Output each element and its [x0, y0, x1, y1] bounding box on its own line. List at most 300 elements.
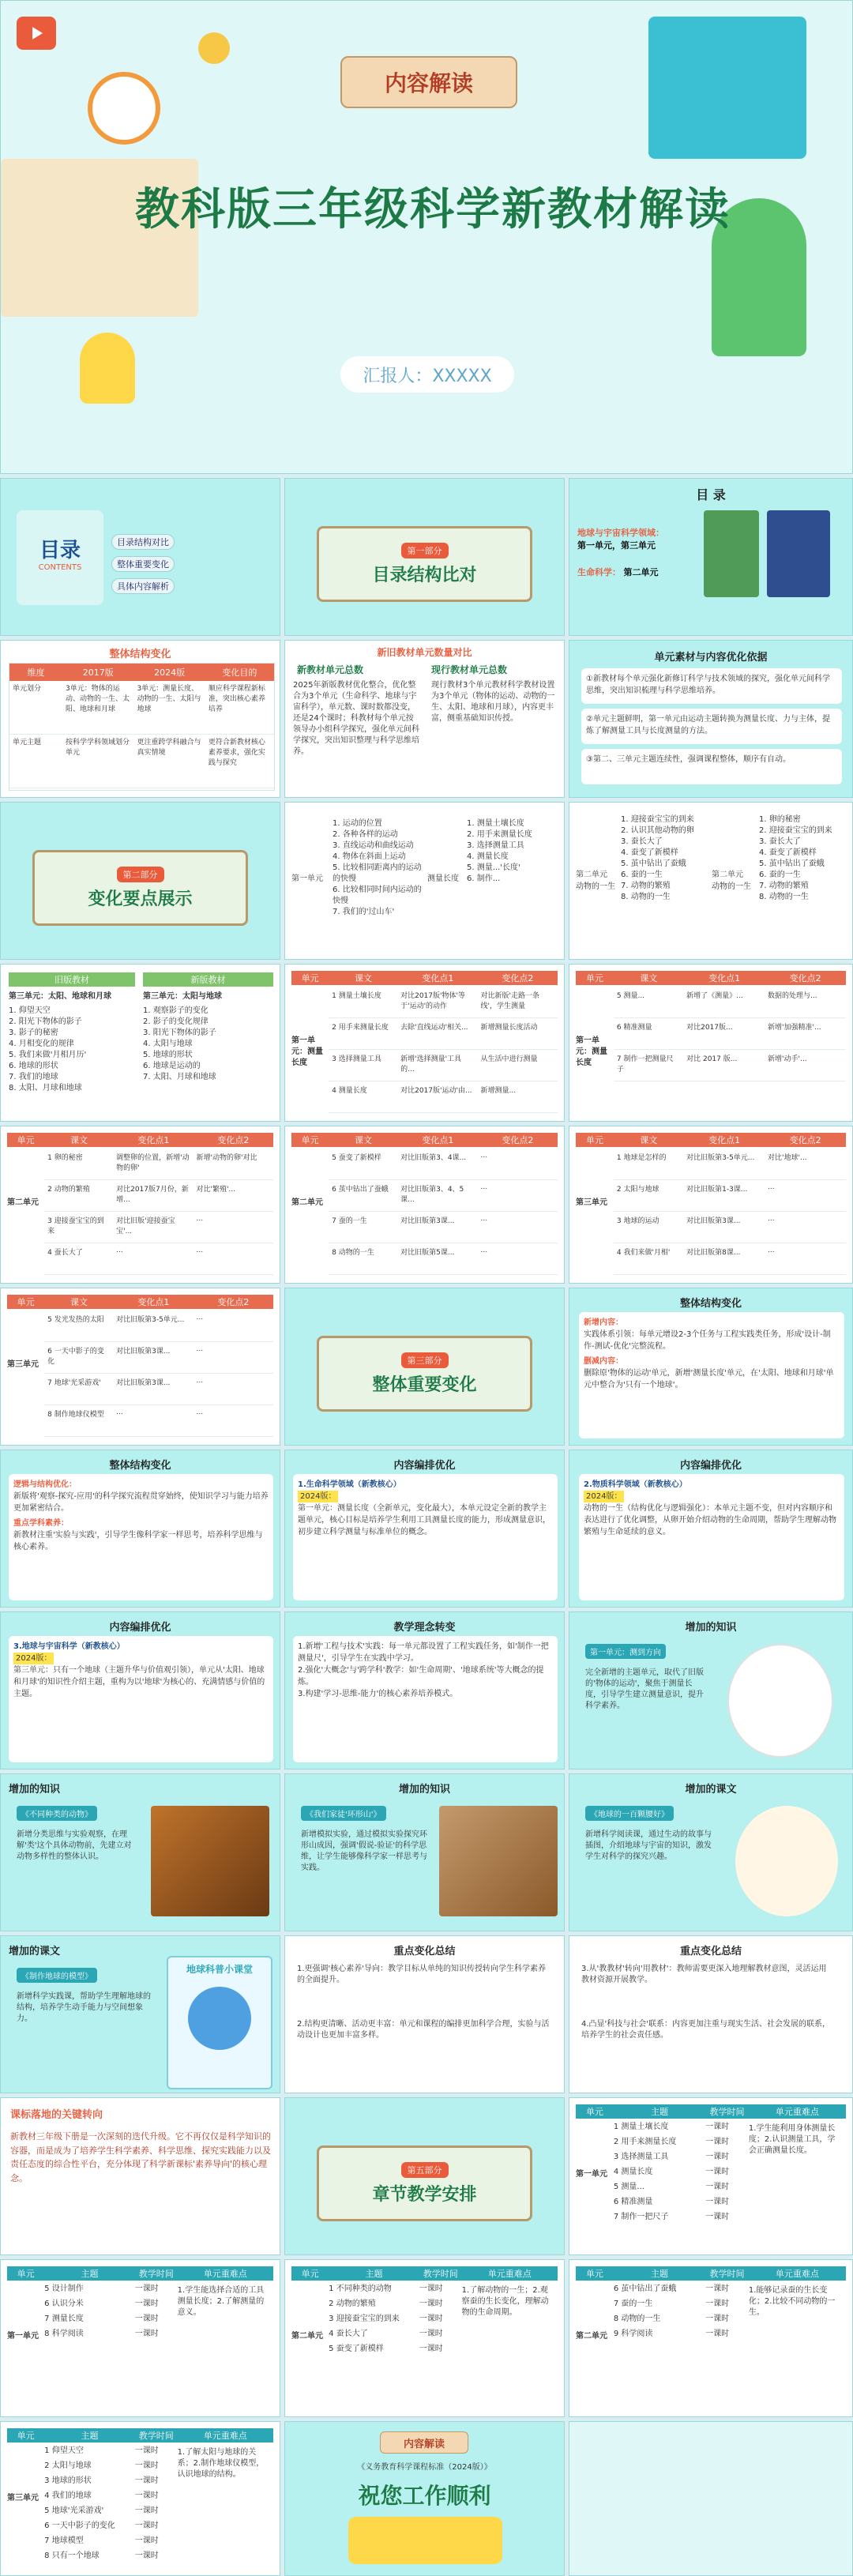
plan-note: 1.了解动物的一生；2.观察蚕的生长变化，理解动物的生命周期。 [461, 2286, 549, 2317]
lesson2-title: 增加的课文 [9, 1946, 61, 1957]
unit-count-new-text: 2025年新版教材优化整合，优化整合为3个单元（生命科学、地球与宇宙科学），单元数、课时数都没变，还是24个课时；科教材每个单元按领导办小组科学探究，强化单元间科学探究，突出知识整理与科学思维培养。 [293, 681, 419, 756]
toc2-earth-image [767, 510, 830, 597]
table-cell: ... [194, 1375, 273, 1405]
table-row [44, 1407, 273, 1437]
toc2-life [577, 566, 659, 578]
table-cell: ... [194, 1312, 273, 1342]
list-item: 6. 地球是运动的 [143, 1062, 201, 1070]
list3-right-items [143, 1006, 273, 1083]
table-cell: 1 卵的秘密 [44, 1150, 113, 1180]
compare-slide-5[interactable] [569, 1126, 853, 1284]
plan-slide-3[interactable] [284, 2259, 565, 2417]
compare-slide-2[interactable] [569, 964, 853, 1122]
plan-period: 一课时 [134, 2537, 159, 2545]
core1-item-2: 2.结构更清晰、活动更丰富：单元和课程的编排更加科学合理，实验与活动设计也更加丰富多样。 [297, 2020, 550, 2040]
table-cell: 更注重跨学科融合与真实情境 [133, 735, 205, 788]
plan-topic: 7 蚕的一生 [613, 2300, 653, 2308]
table-cell: 新增'动物的卵'对比 [194, 1150, 273, 1180]
list-item: 6. 蚕的一生 [621, 871, 663, 879]
cartoon-character [727, 1644, 833, 1758]
plan-topic: 5 地球'光采游戏' [44, 2506, 104, 2515]
unit-count-old-title: 现行教材单元总数 [431, 664, 508, 675]
core2-item-2: 4.凸显'科技与社会'联系：内容更加注重与现实生活、社会发展的联系，培养学生的社会责任感。 [581, 2020, 831, 2040]
table-cell: 7 地球'光采游戏' [44, 1375, 113, 1405]
table-header: 变化目的 [205, 664, 274, 681]
content2-slide[interactable] [569, 1450, 853, 1608]
plan-period: 一课时 [134, 2506, 159, 2515]
table-cell: 5 蚕变了新模样 [329, 1150, 397, 1180]
list-item: 8. 动物的一生 [759, 893, 809, 901]
overall2-removed-label: 删减内容： [584, 1357, 623, 1366]
table-header: 教学时间 [135, 2428, 178, 2442]
section5-scroll [317, 2145, 532, 2221]
cover-title: 教科版三年级科学新教材解读 [135, 184, 731, 235]
idea-item-3: 3.构建'学习-思维-能力'的核心素养培养模式。 [298, 1690, 458, 1698]
table-header: 教学时间 [705, 2104, 749, 2119]
table-row [329, 1213, 558, 1243]
overall3-logic-text: 新版将'观察-探究-应用'的科学探究流程贯穿始终，使知识学习与能力培养更加紧密结合。 [13, 1492, 269, 1513]
table-header: 教学时间 [419, 2266, 462, 2281]
table-row [329, 1245, 558, 1275]
table-header: 单元 [291, 2266, 329, 2281]
plan-topic: 2 太阳与地球 [44, 2461, 92, 2470]
content3-panel [9, 1636, 273, 1762]
table-cell: ... [194, 1344, 273, 1374]
table-cell: ... [194, 1213, 273, 1243]
earth-poster [167, 1956, 272, 2089]
plan-period: 一课时 [705, 2123, 730, 2131]
table-cell: 3 选择测量工具 [329, 1051, 397, 1081]
lesson2-slide[interactable] [0, 1935, 280, 2093]
toc2-life-label: 生命科学： [577, 567, 621, 577]
section5-slide[interactable] [284, 2097, 565, 2255]
monitor-illustration [648, 17, 806, 159]
knowledge1-text: 完全新增的主题单元，取代了旧版的'物体的运动'，聚焦于测量长度，引导学生建立测量意识，提升科学素养。 [585, 1668, 704, 1710]
list-item: 4. 蚕变了新模样 [759, 848, 817, 857]
table-header: 单元 [576, 971, 614, 985]
plan-topic: 1 不同种类的动物 [329, 2285, 392, 2293]
plan-slide-2[interactable] [0, 2259, 280, 2417]
lesson1-title: 增加的课文 [685, 1784, 737, 1796]
table-row [329, 988, 558, 1018]
list-item: 1. 测量土壤长度 [467, 819, 524, 828]
knowledge2-title: 增加的知识 [9, 1784, 61, 1796]
table-header: 课文 [614, 1133, 684, 1147]
content3-tag: 2024版： [13, 1653, 54, 1664]
table-cell: 对比新版'走路一条线'，学生测量 [478, 988, 558, 1018]
table-cell: 新增测量长度活动 [478, 1020, 558, 1050]
plan-period: 一课时 [134, 2491, 159, 2500]
table-cell: 对比旧版第3、4课... [397, 1150, 477, 1180]
list-slide-1[interactable] [284, 802, 565, 960]
plan-period: 一课时 [705, 2300, 730, 2308]
table-cell: 8 制作地球仪模型 [44, 1407, 113, 1437]
unit-label: 第一单元：测量长度 [291, 1036, 323, 1067]
list-item: 1. 迎接蚕宝宝的到来 [621, 815, 694, 824]
table-cell: 5 测量... [614, 988, 683, 1018]
section1-slide[interactable] [284, 478, 565, 636]
toc-logo-sub: CONTENTS [38, 563, 82, 572]
table-header: 变化点1 [114, 1295, 194, 1309]
table-row [614, 1245, 846, 1275]
list-item: 6. 蚕的一生 [759, 871, 801, 879]
compare-slide-3[interactable] [0, 1126, 280, 1284]
plan-topic: 4 我们的地球 [44, 2491, 92, 2500]
list-item: 6. 制作... [467, 874, 501, 883]
section1-title: 目录结构比对 [372, 565, 477, 585]
knowledge2-tag: 《不同种类的动物》 [17, 1806, 97, 1821]
plan-topic: 2 用手来测量长度 [613, 2138, 677, 2146]
plan-period: 一课时 [705, 2213, 730, 2221]
table-cell: 对比旧版'迎接蚕宝宝'... [113, 1213, 193, 1243]
table-cell: 5 发光发热的太阳 [44, 1312, 113, 1342]
table-row [614, 1020, 846, 1050]
list-item: 4. 蚕变了新模样 [621, 848, 678, 857]
plan-topic: 8 科学阅读 [44, 2330, 84, 2338]
list-item: 1. 观察影子的变化 [143, 1006, 209, 1015]
plan-topic: 1 测量土壤长度 [613, 2123, 669, 2131]
play-icon [17, 17, 56, 50]
unit-count-slide[interactable] [284, 640, 565, 798]
table-cell: 3 迎接蚕宝宝的到来 [44, 1213, 113, 1243]
idea-slide[interactable] [284, 1611, 565, 1769]
plan-topic: 3 地球的形状 [44, 2476, 92, 2485]
table-row [329, 1182, 558, 1212]
table-header: 课文 [44, 1295, 114, 1309]
list2-right-items [759, 814, 850, 903]
plan-period: 一课时 [705, 2138, 730, 2146]
table-header: 主题 [44, 2428, 135, 2442]
list-item: 3. 直线运动和曲线运动 [333, 841, 414, 850]
knowledge3-text: 新增模拟实验，通过模拟实验探究环形山成因，强调'假说-验证'的科学思维，让学生能够像科学家一样思考与实践。 [301, 1830, 427, 1872]
table-cell: 新增测量... [478, 1083, 558, 1113]
plan-topic: 3 选择测量工具 [613, 2153, 669, 2161]
lesson1-slide[interactable] [569, 1773, 853, 1931]
overall2-new-label: 新增内容： [584, 1318, 623, 1327]
compare-slide-1[interactable] [284, 964, 565, 1122]
toc-item-3[interactable]: 具体内容解析 [111, 578, 175, 594]
table-header: 变化点2 [765, 1133, 846, 1147]
table-header: 2024版 [133, 664, 205, 681]
list-item: 5. 我们来做'月相月历' [9, 1051, 87, 1059]
table-header: 单元 [7, 1133, 44, 1147]
table-cell: 对比2017版7月份，新增... [113, 1182, 193, 1212]
core1-title: 重点变化总结 [393, 1946, 456, 1957]
table-header: 变化点2 [478, 971, 558, 985]
table-cell: 2 动物的繁殖 [44, 1182, 113, 1212]
plan-period: 一课时 [419, 2300, 443, 2308]
table-row [44, 1182, 273, 1212]
ending-sub: 《义务教育科学课程标准（2024版）》 [357, 2463, 492, 2472]
table-header: 单元 [576, 1133, 614, 1147]
idea-item-1: 1.新增'工程与技术'实践：每一单元都设置了工程实践任务，如'制作一把测量尺'，引导学生在实践中学习。 [298, 1642, 549, 1663]
list3-head-right: 新版教材 [143, 972, 273, 987]
table-cell: 对比旧版第3课... [397, 1213, 477, 1243]
table-header: 单元 [291, 1133, 329, 1147]
overall3-slide[interactable] [0, 1450, 280, 1608]
table-header: 单元 [576, 2104, 614, 2119]
toc-item-1[interactable]: 目录结构对比 [111, 534, 175, 550]
knowledge3-tag: 《我们家徒'环形山'》 [301, 1806, 386, 1821]
guide-title: 课标落地的关键转向 [10, 2109, 103, 2121]
table-cell: ... [194, 1245, 273, 1275]
plan-topic: 6 茧中钻出了蚕蛾 [613, 2285, 677, 2293]
plan-period: 一课时 [419, 2315, 443, 2323]
core2-title: 重点变化总结 [679, 1946, 742, 1957]
table-header: 主题 [614, 2104, 705, 2119]
table-header: 变化点1 [398, 971, 478, 985]
table-header: 变化点1 [684, 971, 765, 985]
plan-topic: 8 只有一个地球 [44, 2552, 100, 2560]
table-cell: 对比旧版第3课... [683, 1213, 765, 1243]
content2-title: 内容编排优化 [679, 1460, 742, 1472]
plan-topic: 1 仰望天空 [44, 2446, 84, 2455]
content2-text: 动物的一生（结构优化与逻辑强化）：本单元主题不变，但对内容顺序和表达进行了优化调整，从卵开始介绍动物的生命周期，帮助学生理解动物繁殖与生命延续的意义。 [584, 1504, 836, 1536]
table-cell: 对比'繁殖'... [194, 1182, 273, 1212]
list-item: 3. 阳光下物体的影子 [143, 1029, 216, 1037]
table-header: 2017版 [62, 664, 133, 681]
unit-label: 第二单元 [576, 2332, 607, 2341]
guide-text: 新教材三年级下册是一次深刻的迭代升级。它不再仅仅是科学知识的容器，而是成为了培养学生科学素养、科学思维、探究实践能力以及责任态度的综合性平台，充分体现了科学新课标'素养导向'的核心理念。 [10, 2131, 271, 2183]
list-item: 7. 动物的繁殖 [759, 882, 809, 890]
compare-slide-4[interactable] [284, 1126, 565, 1284]
list-item: 1. 仰望天空 [9, 1006, 51, 1015]
table-header: 主题 [614, 2266, 705, 2281]
unit-label: 第二单元 [291, 2332, 323, 2341]
section2-slide[interactable] [0, 802, 280, 960]
knowledge1-slide[interactable] [569, 1611, 853, 1769]
core2-item-1: 3.从'教教材'转向'用教材'：教师需要更深入地理解教材意图，灵活运用教材资源开展教学。 [581, 1965, 827, 1984]
lesson2-text: 新增科学实践课，帮助学生理解地球的结构，培养学生动手能力与空间想象力。 [17, 1992, 151, 2023]
section3-scroll [317, 1336, 532, 1412]
section3-slide[interactable] [284, 1288, 565, 1446]
blank-slide [569, 2421, 853, 2576]
toc2-physics [577, 526, 664, 551]
plan-topic: 3 迎接蚕宝宝的到来 [329, 2315, 400, 2323]
table-cell: 对比 2017 版... [683, 1051, 765, 1081]
content1-tag: 2024版： [298, 1491, 338, 1502]
list-item: 3. 选择测量工具 [467, 841, 524, 850]
bulb-icon [80, 333, 135, 404]
core1-slide[interactable] [284, 1935, 565, 2093]
table-cell: 对比旧版第8课... [683, 1245, 765, 1275]
table-cell: 4 蚕长大了 [44, 1245, 113, 1275]
overall3-panel [9, 1474, 273, 1600]
plan-note: 1.学生能选择合适的工具测量长度；2.了解测量的意义。 [177, 2286, 265, 2317]
plan-note: 1.学生能利用身体测量长度；2.认识测量工具，学会正确测量长度。 [748, 2124, 836, 2155]
table-cell: 新增了《测量》... [683, 988, 765, 1018]
table-cell: 新增'动手'... [765, 1051, 846, 1081]
plan-period: 一课时 [705, 2285, 730, 2293]
unit-label: 第三单元 [7, 2494, 39, 2503]
section1-tag: 第一部分 [401, 543, 449, 558]
content3-slide[interactable] [0, 1611, 280, 1769]
table-header: 变化点2 [765, 971, 846, 985]
lesson1-tag: 《地球的一百颗腰好》 [585, 1806, 674, 1821]
ending-badge: 内容解读 [380, 2431, 468, 2454]
overall3-title: 整体结构变化 [109, 1460, 171, 1472]
toc-item-2[interactable]: 整体重要变化 [111, 556, 175, 572]
table-cell: 顺应科学课程新标准，突出核心素养培养 [205, 681, 274, 735]
overall2-title: 整体结构变化 [679, 1298, 742, 1310]
list-item: 1. 卵的秘密 [759, 815, 801, 824]
table-cell: 对比旧版第3-5单元... [113, 1312, 193, 1342]
compare-slide-6[interactable] [0, 1288, 280, 1446]
plan-period: 一课时 [134, 2446, 159, 2455]
content1-slide[interactable] [284, 1450, 565, 1608]
unit-count-title: 新旧教材单元数量对比 [377, 647, 472, 658]
table-cell: ... [194, 1407, 273, 1437]
plan-topic: 2 动物的繁殖 [329, 2300, 376, 2308]
list-item: 3. 蚕长大了 [621, 837, 663, 846]
cover-slide[interactable] [0, 0, 853, 474]
table-row [44, 1213, 273, 1243]
table-header: 课文 [44, 1133, 114, 1147]
ending-slide[interactable] [284, 2421, 565, 2576]
plan-period: 一课时 [134, 2315, 159, 2323]
content3-sub: 3.地球与宇宙科学（新教核心） [13, 1642, 125, 1651]
overall2-removed-text: 删除原'物体的运动'单元，新增'测量长度'单元，在'太阳、地球和月球'单元中整合为'只有一个地球'。 [584, 1369, 834, 1390]
table-header: 课文 [614, 971, 684, 985]
unit-optimize-slide[interactable] [569, 640, 853, 798]
toc2-slide[interactable] [569, 478, 853, 636]
plan-topic: 8 动物的一生 [613, 2315, 661, 2323]
idea-title: 教学理念转变 [393, 1622, 456, 1634]
list-item: 7. 我们的地球 [9, 1073, 58, 1081]
plan-period: 一课时 [134, 2521, 159, 2530]
table-header: 变化点2 [194, 1133, 273, 1147]
plan-topic: 6 认识分米 [44, 2300, 84, 2308]
core2-slide[interactable] [569, 1935, 853, 2093]
idea-panel [293, 1636, 558, 1762]
section2-title: 变化要点展示 [88, 889, 193, 909]
table-cell: 单元划分 [9, 681, 62, 735]
toc2-physics-units: 第一单元，第三单元 [577, 540, 656, 551]
table-cell: 新增'加强精准'... [765, 1020, 846, 1050]
unit-label: 第一单元 [576, 2170, 607, 2179]
plan-period: 一课时 [705, 2153, 730, 2161]
list-item: 7. 我们的'过山车' [333, 908, 395, 916]
table-cell: 6 茧中钻出了蚕蛾 [329, 1182, 397, 1212]
section3-tag: 第三部分 [401, 1352, 449, 1368]
knowledge2-slide[interactable] [0, 1773, 280, 1931]
plan-period: 一课时 [705, 2183, 730, 2191]
table-row [614, 1213, 846, 1243]
toc-logo-main: 目录 [39, 539, 81, 562]
list-slide-2[interactable] [569, 802, 853, 960]
knowledge3-slide[interactable] [284, 1773, 565, 1931]
table-header: 单元 [576, 2266, 614, 2281]
table-cell: 对比2017版'运动'由... [397, 1083, 477, 1113]
plan-slide-5[interactable] [0, 2421, 280, 2576]
section2-tag: 第二部分 [117, 867, 164, 882]
toc-logo [17, 510, 103, 605]
table-header: 单元重难点 [462, 2266, 558, 2281]
toc-slide[interactable] [0, 478, 280, 636]
guide-slide[interactable] [0, 2097, 280, 2255]
table-header: 单元 [7, 2266, 44, 2281]
plan-topic: 5 设计制作 [44, 2285, 84, 2293]
plan-topic: 6 精准测量 [613, 2198, 653, 2206]
table-header: 单元重难点 [178, 2428, 273, 2442]
content2-tag: 2024版： [584, 1491, 624, 1502]
list-item: 1. 运动的位置 [333, 819, 382, 828]
table-header: 单元重难点 [178, 2266, 273, 2281]
overall-change-slide[interactable] [0, 640, 280, 798]
table-cell: 4 测量长度 [329, 1083, 397, 1113]
list3-right-unit: 第三单元：太阳与地球 [143, 992, 222, 1001]
table-cell: 1 地球是怎样的 [614, 1150, 683, 1180]
core1-item-1: 1.更强调'核心素养'导向：教学目标从单纯的知识传授转向学生科学素养的全面提升。 [297, 1965, 547, 1984]
table-cell: ... [478, 1245, 558, 1275]
table-cell: 对比2017版... [683, 1020, 765, 1050]
list-item: 4. 月相变化的规律 [9, 1040, 74, 1048]
plan-period: 一课时 [705, 2168, 730, 2176]
table-cell: 6 精准测量 [614, 1020, 683, 1050]
table-cell: 从生活中进行测量 [478, 1051, 558, 1081]
unit-label: 第三单元 [576, 1198, 607, 1207]
table-row [614, 1051, 846, 1081]
plan-period: 一课时 [134, 2330, 159, 2338]
list-item: 7. 动物的繁殖 [621, 882, 671, 890]
smile-icon [198, 32, 230, 64]
overall-change-table [9, 663, 275, 791]
plan-period: 一课时 [419, 2330, 443, 2338]
section5-title: 章节教学安排 [372, 2184, 477, 2205]
toc2-book-image [704, 510, 759, 597]
list-item: 2. 阳光下物体的影子 [9, 1017, 82, 1026]
table-row [44, 1245, 273, 1275]
list-item: 8. 动物的一生 [621, 893, 671, 901]
lesson2-tag: 《制作地球的模型》 [17, 1968, 97, 1983]
plan-slide-4[interactable] [569, 2259, 853, 2417]
content3-text: 第三单元：只有一个地球（主题升华与价值观引领），单元从'太阳、地球和月球'的知识性介绍主题，重构为以'地球'为核心的、充满情感与价值的主题。 [13, 1666, 265, 1698]
overall2-slide[interactable] [569, 1288, 853, 1446]
list-item: 2. 迎接蚕宝宝的到来 [759, 826, 832, 835]
table-header: 课文 [329, 1133, 398, 1147]
list-item: 4. 测量长度 [467, 852, 509, 861]
overall3-focus-label: 重点学科素养： [13, 1519, 69, 1528]
content2-sub: 2.物质科学领域（新教核心） [584, 1480, 687, 1489]
table-cell: 8 动物的一生 [329, 1245, 397, 1275]
table-cell: 对比旧版第3-5单元... [683, 1150, 765, 1180]
plan-topic: 7 测量长度 [44, 2315, 84, 2323]
ending-title: 祝您工作顺利 [358, 2483, 491, 2509]
plan-slide-1[interactable] [569, 2097, 853, 2255]
toc2-life-units: 第二单元 [623, 567, 659, 577]
list-item: 2. 用手来测量长度 [467, 830, 532, 839]
plan-period: 一课时 [134, 2476, 159, 2485]
plan-topic: 5 测量... [613, 2183, 644, 2191]
plan-period: 一课时 [419, 2285, 443, 2293]
table-row [44, 1150, 273, 1180]
table-cell: ... [478, 1182, 558, 1212]
table-row [329, 1020, 558, 1050]
table-header: 单元 [7, 2428, 44, 2442]
plan-period: 一课时 [134, 2285, 159, 2293]
earth-poster-title: 地球科普小课堂 [186, 1964, 253, 1975]
list-item: 2. 影子的变化规律 [143, 1017, 209, 1026]
unit-label: 第二单元 [291, 1198, 323, 1207]
content1-panel [293, 1474, 558, 1600]
table-cell: 对比2017版'物体'等于'运动'的动作 [397, 988, 477, 1018]
list-slide-3[interactable] [0, 964, 280, 1122]
list3-left-unit: 第三单元：太阳、地球和月球 [9, 992, 111, 1001]
plan-period: 一课时 [705, 2198, 730, 2206]
knowledge3-title: 增加的知识 [398, 1784, 450, 1796]
table-cell: ... [478, 1150, 558, 1180]
table-row [44, 1375, 273, 1405]
